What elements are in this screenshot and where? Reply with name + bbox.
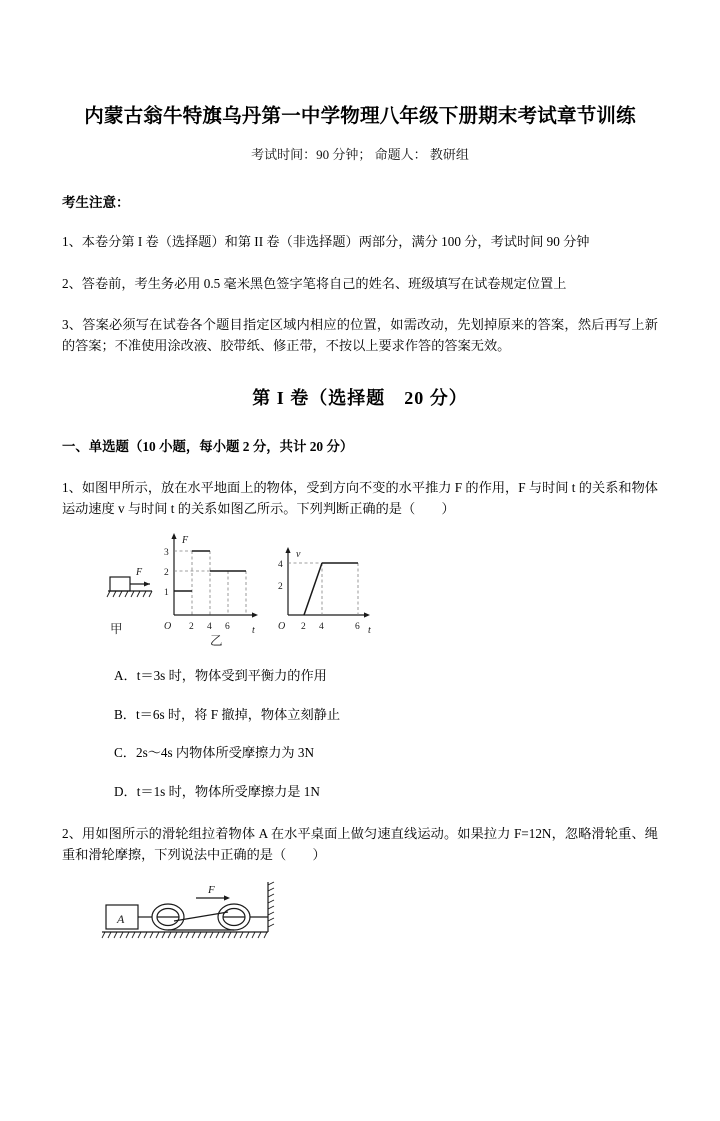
question-1-figure [106,529,658,647]
notice-item-1: 1、本卷分第 I 卷（选择题）和第 II 卷（非选择题）两部分，满分 100 分，考试时间 90 分钟 [62,234,590,250]
question-2-number: 2、 [62,826,83,842]
figure-label-yi: 乙 [210,634,223,648]
figure-force-velocity-graphs [106,529,386,647]
question-2-figure [100,878,658,950]
block-force-label: F [136,567,143,579]
notice-item-2: 2、答卷前，考生务必用 0.5 毫米黑色签字笔将自己的姓名、班级填写在试卷规定位置上 [62,275,567,291]
question-1-number: 1、 [62,480,82,496]
graph1-ytick-2: 2 [164,568,169,579]
page-title: 内蒙古翁牛特旗乌丹第一中学物理八年级下册期末考试章节训练 [84,106,636,127]
question-2-text: 用如图所示的滑轮组拉着物体 A 在水平桌面上做匀速直线运动。如果拉力 F=12N，忽略滑轮重、绳重和滑轮摩擦，下列说法中正确的是（ ） [62,826,658,863]
graph1-ytick-3: 3 [164,548,169,559]
question-1 [62,477,658,519]
option-c-letter: C． [114,745,136,761]
exam-subtitle: 考试时间：90 分钟； 命题人： 教研组 [251,147,469,163]
pulley-block-label: A [117,911,125,926]
graph2-xtick-6: 6 [355,622,360,633]
option-b-text: t＝6s 时，将 F 撤掉，物体立刻静止 [136,706,341,722]
graph2-ylabel: v [296,549,301,561]
option-b-letter: B． [114,706,136,722]
notice-heading: 考生注意： [62,195,130,211]
graph1-xtick-6: 6 [225,622,230,633]
option-b[interactable] [114,706,658,724]
graph1-xlabel: t [252,625,255,637]
option-a[interactable] [114,667,658,685]
option-d-letter: D． [114,783,137,799]
figure-label-jia: 甲 [110,622,123,637]
question-1-options [62,667,658,801]
exam-paper-page [0,104,720,1121]
graph1-ylabel: F [182,535,189,547]
option-a-text: t＝3s 时，物体受到平衡力的作用 [136,668,327,684]
option-d-text: t＝1s 时，物体所受摩擦力是 1N [136,783,320,799]
graph2-xtick-2: 2 [301,622,306,633]
option-d[interactable] [114,783,658,801]
question-2 [62,823,658,865]
option-a-letter: A． [114,668,137,684]
option-c-text: 2s～4s 内物体所受摩擦力为 3N [136,745,315,761]
graph1-origin: O [164,621,172,633]
section-title: 第 I 卷（选择题 20 分） [252,388,468,409]
subsection-title: 一、单选题（10 小题，每小题 2 分，共计 20 分） [62,439,354,455]
figure-pulley-system [100,878,290,950]
pulley-force-label: F [208,883,215,896]
graph2-ytick-2: 2 [278,582,283,593]
graph2-ytick-4: 4 [278,560,283,571]
notice-item-3: 3、答案必须写在试卷各个题目指定区域内相应的位置，如需改动，先划掉原来的答案，然后再写上新的答案；不准使用涂改液、胶带纸、修正带，不按以上要求作答的答案无效。 [62,317,658,353]
graph1-xtick-2: 2 [189,622,194,633]
graph2-xtick-4: 4 [319,622,324,633]
graph1-ytick-1: 1 [164,588,169,599]
question-1-text: 如图甲所示，放在水平地面上的物体，受到方向不变的水平推力 F 的作用，F 与时间 t 的关系和物体运动速度 v 与时间 t 的关系如图乙所示。下列判断正确的是（ ） [62,480,658,517]
graph2-xlabel: t [368,625,371,637]
option-c[interactable] [114,744,658,762]
graph1-xtick-4: 4 [207,622,212,633]
graph2-origin: O [278,621,286,633]
